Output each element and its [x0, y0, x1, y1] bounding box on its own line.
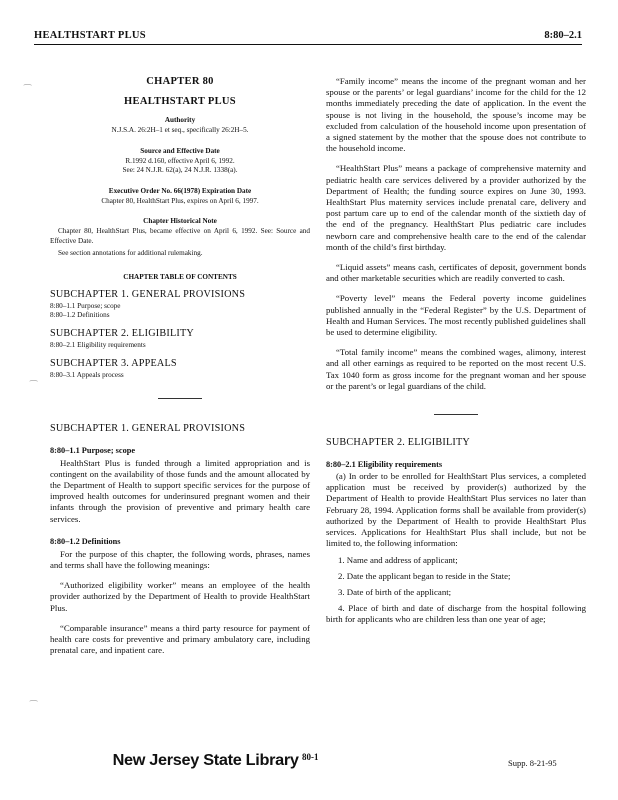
- header-title: HEALTHSTART PLUS: [34, 30, 146, 41]
- list-item: 1. Name and address of applicant;: [338, 554, 458, 565]
- chapter-title: HEALTHSTART PLUS: [124, 96, 236, 107]
- historical-note-heading: Chapter Historical Note: [143, 217, 217, 225]
- section-1-1-heading: 8:80–1.1 Purpose; scope: [50, 445, 136, 455]
- divider: [434, 414, 478, 415]
- source-line-2: See: 24 N.J.R. 62(a), 24 N.J.R. 1338(a).: [122, 166, 238, 174]
- page-number: 80-1: [302, 752, 319, 762]
- subchapter-2-title: SUBCHAPTER 2. ELIGIBILITY: [326, 437, 470, 449]
- toc-item: 8:80–1.1 Purpose; scope: [50, 301, 121, 310]
- toc-subchapter-2: [50, 328, 310, 350]
- margin-mark: ⁀: [30, 380, 38, 390]
- definition-healthstart-plus: “HealthStart Plus” means a package of comprehensive maternity and pediatric health care services delivered by a provider authorized by the Department of Health; the funding source expires on June 30, 1993. HealthStart Plus maternity services include prenatal care, delivery and post partum care up to end of the calendar month of the sixtieth day of the end of the pregnancy. HealthStart Plus pediatric care includes newborn care and comprehensive health care to the end of the calendar month of the child’s first birthday.: [326, 163, 586, 252]
- right-column: [326, 76, 586, 626]
- toc-subchapter-1: [50, 289, 310, 320]
- section-1-2-heading: 8:80–1.2 Definitions: [50, 536, 121, 546]
- margin-mark: ⁀: [30, 700, 38, 710]
- definition-family-income: “Family income” means the income of the pregnant woman and her spouse or the parents’ or legal guardians’ income for the child for the 12 months immediately preceding the date of application. In the event the spouse is not living in the household, the spouse’s income may be excluded from calculation of the household income upon presentation of a signed statement by the mother that the spouse does not contribute to the household income.: [326, 76, 586, 154]
- header-section: 8:80–2.1: [544, 30, 582, 41]
- authority-heading: Authority: [164, 116, 196, 124]
- toc-item: 8:80–2.1 Eligibility requirements: [50, 340, 146, 349]
- toc-subchapter-3: [50, 358, 310, 380]
- executive-order-heading: Executive Order No. 66(1978) Expiration Date: [108, 186, 252, 195]
- source-line-1: R.1992 d.160, effective April 6, 1992.: [125, 156, 235, 165]
- toc-heading: CHAPTER TABLE OF CONTENTS: [123, 272, 237, 281]
- definition-poverty-level: “Poverty level” means the Federal poverty income guidelines published annually in the “Federal Register” by the U.S. Department of Health and Human Services. The most recently published guidelines shall be used to determine eligibility.: [326, 293, 586, 338]
- list-item: 3. Date of birth of the applicant;: [338, 586, 452, 597]
- definition-comparable-insurance: “Comparable insurance” means a third party resource for payment of health care costs for preventive and primary ambulatory care, including prenatal care, and inpatient care.: [50, 622, 310, 656]
- library-stamp: New Jersey State Library: [112, 752, 299, 769]
- source-heading: Source and Effective Date: [140, 146, 220, 155]
- toc-item: 8:80–3.1 Appeals process: [50, 370, 124, 379]
- toc-item: 8:80–1.2 Definitions: [50, 310, 110, 319]
- definition-total-family-income: “Total family income” means the combined wages, alimony, interest and all other earnings as required to be reported on the most recent U.S. Tax 1040 form as gross income for the pregnant woman and her spouse or the parent’s or legal guardians of the child.: [326, 347, 586, 391]
- subchapter-1-title: SUBCHAPTER 1. GENERAL PROVISIONS: [50, 422, 246, 434]
- toc-subchapter-title: SUBCHAPTER 2. ELIGIBILITY: [50, 327, 194, 339]
- margin-mark: ⁀: [24, 84, 32, 94]
- divider: [158, 398, 202, 399]
- left-column: [50, 76, 310, 656]
- section-2-1-heading: 8:80–2.1 Eligibility requirements: [326, 460, 443, 470]
- running-header: [34, 30, 582, 45]
- toc-subchapter-title: SUBCHAPTER 1. GENERAL PROVISIONS: [50, 288, 246, 300]
- see-annotations: See section annotations for additional rulemaking.: [58, 249, 203, 257]
- section-1-1-text: HealthStart Plus is funded through a limited appropriation and is contingent on the availability of those funds and the amount allocated by the Department of Health to support specific services for the purpose of improved health outcomes for underinsured pregnant women and their infants through the provision of preventive and primary health care services.: [50, 457, 310, 524]
- section-2-1-text: (a) In order to be enrolled for HealthStart Plus services, a completed application must be received by provider(s) authorized by the Department of Health to provide HealthStart Plus services no later than February 28, 1994. Application forms shall be available from provider(s) authorized by the Department of Health to provide HealthStart Plus services. Applications for HealthStart Plus shall include, but not be limited to, the following information:: [326, 471, 586, 549]
- definition-liquid-assets: “Liquid assets” means cash, certificates of deposit, government bonds and other marketable securities which are readily converted to cash.: [326, 262, 586, 284]
- definition-authorized-worker: “Authorized eligibility worker” means an employee of the health provider authorized by the Department of Health to provide HealthStart Plus.: [50, 580, 310, 613]
- list-item: 2. Date the applicant began to reside in the State;: [338, 570, 511, 581]
- section-1-2-intro: For the purpose of this chapter, the following words, phrases, names and terms shall have the following meanings:: [50, 548, 310, 570]
- authority-text: N.J.S.A. 26:2H–1 et seq., specifically 26:2H–5.: [111, 126, 249, 134]
- toc-subchapter-title: SUBCHAPTER 3. APPEALS: [50, 357, 177, 369]
- list-item: 4. Place of birth and date of discharge from the hospital following birth for applicants who are children less than one year of age;: [326, 603, 586, 625]
- historical-note-text: Chapter 80, HealthStart Plus, became effective on April 6, 1992. See: Source and Effective Date.: [50, 227, 310, 245]
- supplement-date: Supp. 8-21-95: [508, 758, 557, 768]
- executive-order-text: Chapter 80, HealthStart Plus, expires on April 6, 1997.: [101, 196, 259, 205]
- chapter-number: CHAPTER 80: [146, 76, 214, 87]
